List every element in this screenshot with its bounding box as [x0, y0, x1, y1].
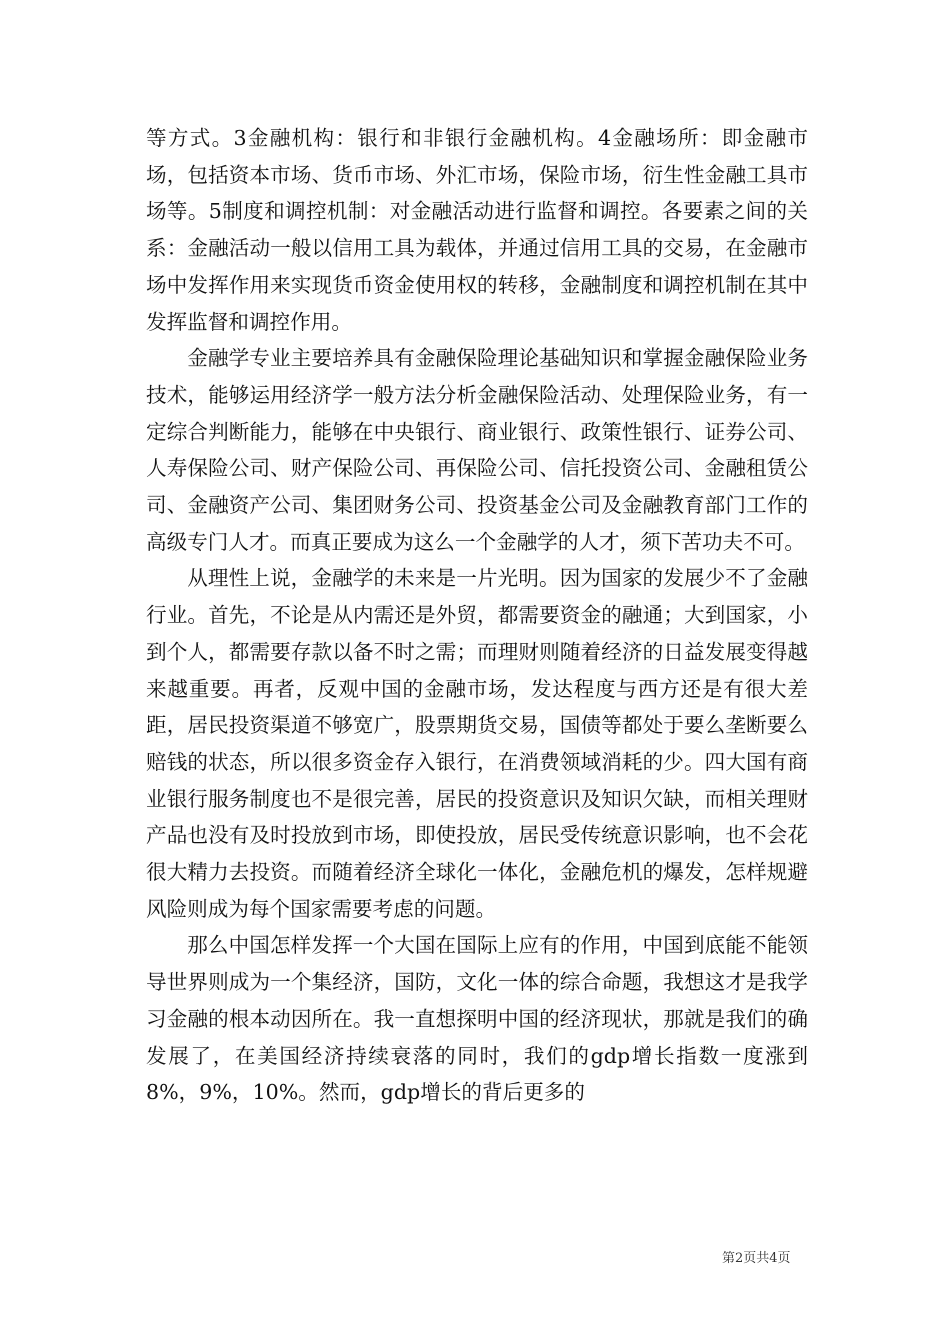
paragraph-4: 那么中国怎样发挥一个大国在国际上应有的作用，中国到底能不能领导世界则成为一个集经济，国防，文化一体的综合命题，我想这才是我学习金融的根本动因所在。我一直想探明中国的经济现状，那就是我们的确发展了，在美国经济持续衰落的同时，我们的gdp增长指数一度涨到8%，9%，10%。然而，gdp增长的背后更多的: [146, 933, 808, 1105]
page-number: 第2页共4页: [722, 1251, 791, 1266]
paragraph-3: 从理性上说，金融学的未来是一片光明。因为国家的发展少不了金融行业。首先，不论是从内需还是外贸，都需要资金的融通；大到国家，小到个人，都需要存款以备不时之需；而理财则随着经济的日益发展变得越来越重要。再者，反观中国的金融市场，发达程度与西方还是有很大差距，居民投资渠道不够宽广，股票期货交易，国债等都处于要么垄断要么赔钱的状态，所以很多资金存入银行，在消费领域消耗的少。四大国有商业银行服务制度也不是很完善，居民的投资意识及知识欠缺，而相关理财产品也没有及时投放到市场，即使投放，居民受传统意识影响，也不会花很大精力去投资。而随着经济全球化一体化，金融危机的爆发，怎样规避风险则成为每个国家需要考虑的问题。: [146, 566, 808, 921]
paragraph-1: 等方式。3金融机构：银行和非银行金融机构。4金融场所：即金融市场，包括资本市场、货币市场、外汇市场，保险市场，衍生性金融工具市场等。5制度和调控机制：对金融活动进行监督和调控。各要素之间的关系：金融活动一般以信用工具为载体，并通过信用工具的交易，在金融市场中发挥作用来实现货币资金使用权的转移，金融制度和调控机制在其中发挥监督和调控作用。: [146, 126, 808, 334]
paragraph-2: 金融学专业主要培养具有金融保险理论基础知识和掌握金融保险业务技术，能够运用经济学一般方法分析金融保险活动、处理保险业务，有一定综合判断能力，能够在中央银行、商业银行、政策性银行、证券公司、人寿保险公司、财产保险公司、再保险公司、信托投资公司、金融租赁公司、金融资产公司、集团财务公司、投资基金公司及金融教育部门工作的高级专门人才。而真正要成为这么一个金融学的人才，须下苦功夫不可。: [146, 346, 808, 554]
document-body: [146, 120, 808, 1111]
